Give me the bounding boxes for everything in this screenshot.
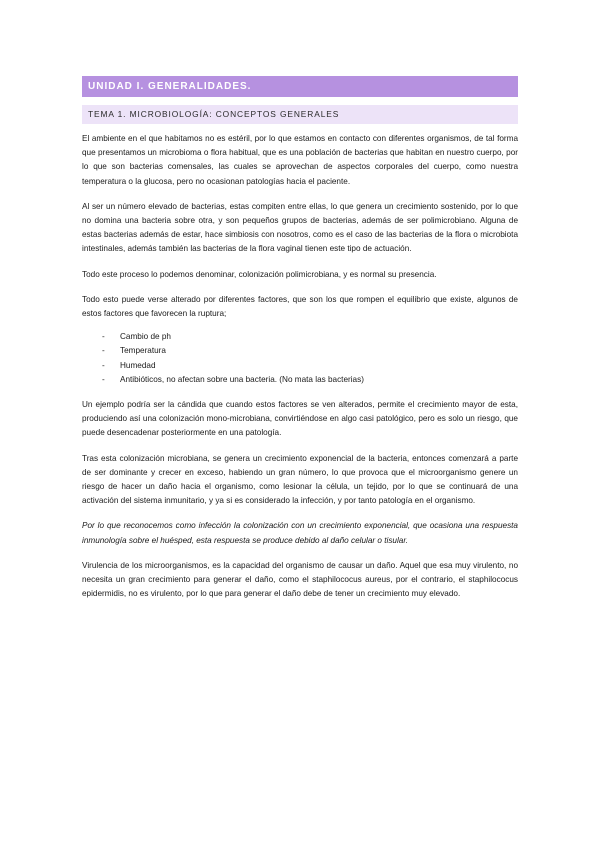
dash-bullet: -: [102, 374, 105, 384]
dash-bullet: -: [102, 360, 105, 370]
list-item-text: Cambio de ph: [120, 332, 171, 342]
list-item: [102, 330, 518, 344]
topic-title: TEMA 1. MICROBIOLOGÍA: CONCEPTOS GENERALES: [82, 105, 518, 124]
paragraph-competencia: Al ser un número elevado de bacterias, estas compiten entre ellas, lo que genera un crecimiento sostenido, por lo que no domina una bacteria sobre otra, y son pequeños grupos de bacterias, además de ser polimicrobiano. Alguna de estas bacterias además de estar, hace simbiosis con nosotros, como es el caso de las bacterias de la flora o microbiota intestinales, además también las bacterias de la flora vaginal tienen este tipo de actuación.: [82, 201, 518, 254]
list-item: [102, 373, 518, 387]
paragraph-infeccion-definicion: Por lo que reconocemos como infección la colonización con un crecimiento exponencial, que ocasiona una respuesta inmunología sobre el huésped, esta respuesta se produce debido al daño celular o tisular.: [82, 521, 518, 545]
paragraph-microbioma: El ambiente en el que habitamos no es estéril, por lo que estamos en contacto con diferentes organismos, de tal forma que presentamos un microbioma o flora habitual, que es una población de bacterias que habitan en nuestro cuerpo, por lo que son bacterias comensales, las cuales se aprovechan de aspectos corporales del cuerpo, como nuestra temperatura o la glucosa, pero no ocasionan patologías hacia el paciente.: [82, 134, 518, 186]
paragraph-crecimiento: Tras esta colonización microbiana, se genera un crecimiento exponencial de la bacteria, entonces comenzará a parte de ser dominante y crecer en exceso, habiendo un gran número, lo que provoca que el microorganismo genere un riesgo de hacer un daño hacia el organismo, como lesionar la célula, un tejido, por lo que se continuará de una activación del sistema inmunitario, y ya si es considerado la infección, y por tanto patología en el organismo.: [82, 453, 518, 506]
factors-list: [82, 330, 518, 387]
list-item: [102, 359, 518, 373]
paragraph-candida: Un ejemplo podría ser la cándida que cuando estos factores se ven alterados, permite el crecimiento mayor de esta, produciendo así una colonización mono-microbiana, convirtiéndose en algo casi patológico, pero es solo un riesgo, que puede desencadenar posteriormente en una patología.: [82, 400, 518, 438]
list-item-text: Humedad: [120, 360, 156, 370]
document-page: [82, 76, 518, 601]
paragraph-factores-intro: Todo esto puede verse alterado por diferentes factores, que son los que rompen el equilibrio que existe, algunos de estos factores que favorecen la ruptura;: [82, 294, 518, 319]
paragraph-virulencia: Virulencia de los microorganismos, es la capacidad del organismo de causar un daño. Aquel que esa muy virulento, no necesita un gran crecimiento para generar el daño, como el staphilococus aureus, por el contrario, el staphilococus epidermidis, no es virulento, por lo que para generar el daño debe de tener un crecimiento muy elevado.: [82, 560, 518, 599]
unit-title: UNIDAD I. GENERALIDADES.: [82, 76, 518, 97]
list-item-text: Temperatura: [120, 346, 166, 356]
dash-bullet: -: [102, 346, 105, 356]
paragraph-colonizacion: Todo este proceso lo podemos denominar, colonización polimicrobiana, y es normal su presencia.: [82, 269, 437, 279]
dash-bullet: -: [102, 332, 105, 342]
list-item-text: Antibióticos, no afectan sobre una bacteria. (No mata las bacterias): [120, 374, 364, 384]
list-item: [102, 344, 518, 358]
